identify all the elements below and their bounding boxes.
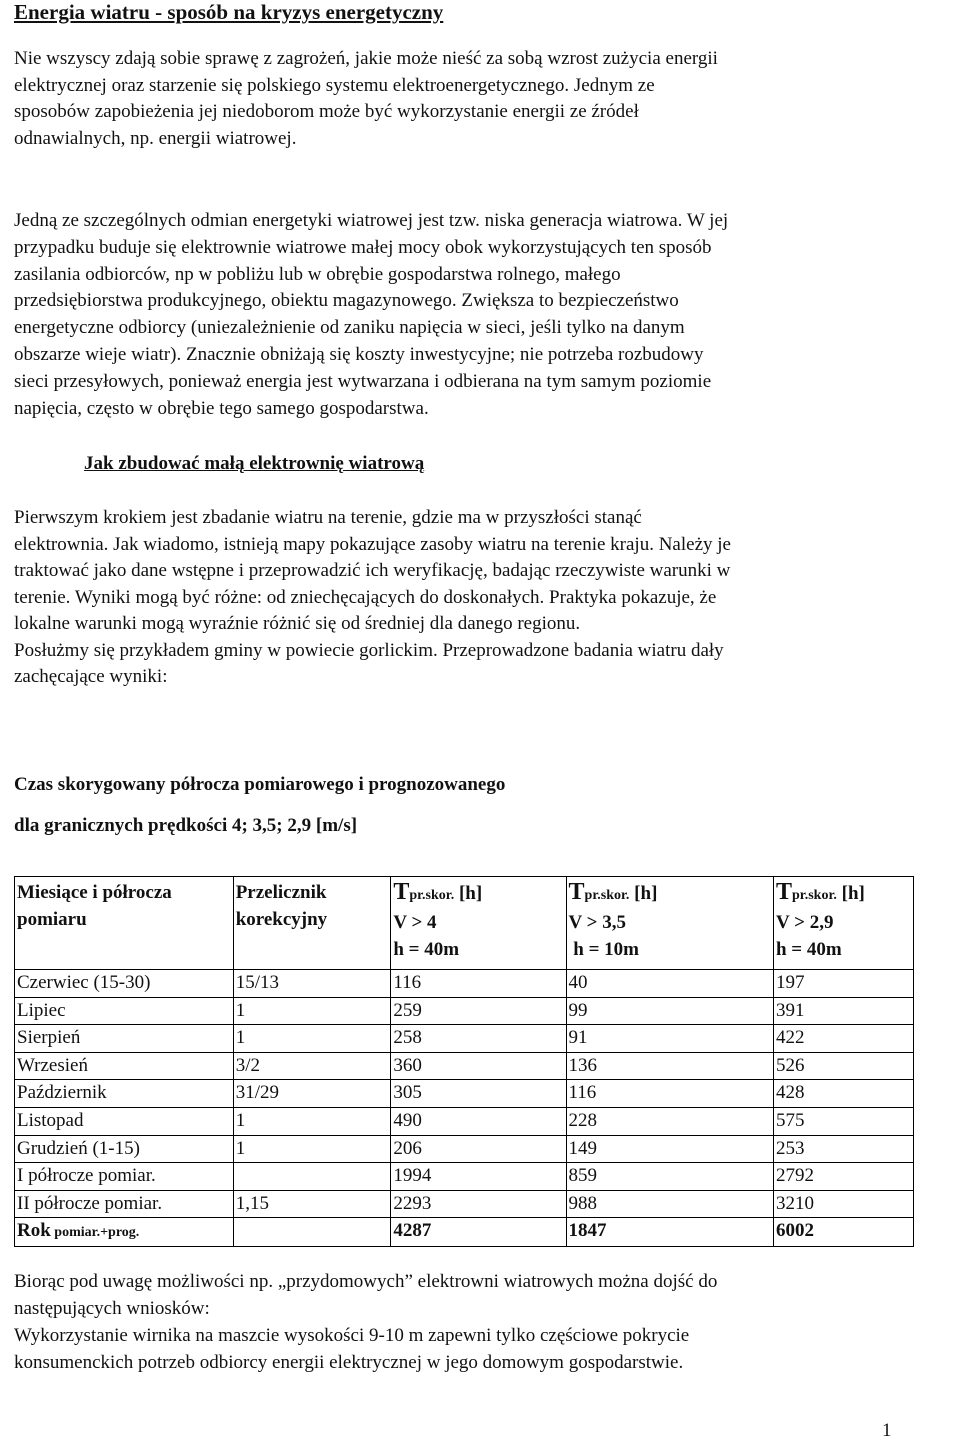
table-cell: 1 [233, 1025, 391, 1053]
table-cell: 305 [391, 1080, 566, 1108]
total-label-main: Rok [17, 1220, 51, 1242]
table-row [15, 1080, 914, 1108]
table-body [15, 970, 914, 1218]
total-label [15, 1218, 234, 1247]
document-title: Energia wiatru - sposób na kryzys energetyczny [14, 0, 444, 24]
table-row [15, 1163, 914, 1191]
table-cell: 1 [233, 1107, 391, 1135]
table-row [15, 970, 914, 998]
study-line: Pierwszym krokiem jest zbadanie wiatru na terenie, gdzie ma w przyszłości stanąć [14, 507, 642, 528]
table-cell: 149 [566, 1135, 773, 1163]
generation-line: przedsiębiorstwa produkcyjnego, obiektu magazynowego. Zwiększa to bezpieczeństwo [14, 290, 679, 312]
conclusion-paragraph [14, 1268, 904, 1376]
header-months-line: Miesiące i półrocza [17, 882, 172, 903]
table-cell: Październik [15, 1080, 234, 1108]
total-label-small: pomiar.+prog. [50, 1225, 140, 1241]
table-cell: Listopad [15, 1107, 234, 1135]
table-cell: 1 [233, 997, 391, 1025]
header-v4-cond: V > 4 [393, 912, 437, 933]
table-cell: 4287 [391, 1218, 566, 1247]
table-cell: 1,15 [233, 1190, 391, 1218]
header-factor-line: Przelicznik [235, 882, 327, 903]
header-factor [233, 877, 391, 970]
t-subscript: pr.skor. [792, 888, 837, 903]
table-cell: 526 [773, 1052, 913, 1080]
table-caption-line1: Czas skorygowany półrocza pomiarowego i prognozowanego [14, 774, 506, 795]
table-cell: 116 [391, 970, 566, 998]
table-cell: I półrocze pomiar. [15, 1163, 234, 1191]
conclusion-line: konsumenckich potrzeb odbiorcy energii elektrycznej w jego domowym gospodarstwie. [14, 1352, 684, 1373]
table-cell: Wrzesień [15, 1052, 234, 1080]
table-row [15, 1052, 914, 1080]
conclusion-line: Wykorzystanie wirnika na maszcie wysokości 9-10 m zapewni tylko częściowe pokrycie [14, 1325, 690, 1346]
header-months-line: pomiaru [17, 909, 87, 930]
header-v35-height: h = 10m [568, 939, 639, 960]
generation-line: sieci przesyłowych, ponieważ energia jest wytwarzana i odbierana na tym samym poziomie [14, 370, 712, 392]
intro-paragraph [14, 46, 904, 152]
intro-line: odnawialnych, np. energii wiatrowej. [14, 127, 297, 149]
header-factor-line: korekcyjny [235, 909, 328, 930]
generation-line: zasilania odbiorców, np w pobliżu lub w obrębie gospodarstwa rolnego, małego [14, 263, 621, 285]
generation-line: obszarze wieje wiatr). Znacznie obniżają się koszty inwestycyjne; nie potrzeba rozbudowy [14, 343, 704, 365]
table-cell: 2293 [391, 1190, 566, 1218]
table-cell [233, 1218, 391, 1247]
table-row [15, 997, 914, 1025]
t-symbol: T [568, 879, 585, 905]
table-cell: II półrocze pomiar. [15, 1190, 234, 1218]
table-cell: Lipiec [15, 997, 234, 1025]
generation-line: napięcia, często w obrębie tego samego gospodarstwa. [14, 397, 429, 419]
table-cell: 988 [566, 1190, 773, 1218]
intro-line: elektrycznej oraz starzenie się polskiego systemu elektroenergetycznego. Jednym ze [14, 74, 655, 96]
table-cell: 259 [391, 997, 566, 1025]
header-v35-symbol [569, 879, 771, 909]
table-cell [233, 1163, 391, 1191]
header-months [15, 877, 234, 970]
table-cell: 428 [773, 1080, 913, 1108]
table-cell: 253 [773, 1135, 913, 1163]
t-unit: [h] [629, 883, 658, 904]
study-line: zachęcające wyniki: [14, 666, 168, 687]
table-cell: Grudzień (1-15) [15, 1135, 234, 1163]
table-cell: 1847 [566, 1218, 773, 1247]
header-v4 [391, 877, 566, 970]
table-row [15, 1025, 914, 1053]
table-cell: 136 [566, 1052, 773, 1080]
study-paragraph [14, 505, 904, 691]
page-number: 1 [882, 1420, 892, 1441]
table-cell: 490 [391, 1107, 566, 1135]
wind-time-table [14, 876, 914, 1247]
table-cell: 3210 [773, 1190, 913, 1218]
study-line: lokalne warunki mogą wyraźnie różnić się od średniej dla danego regionu. [14, 613, 581, 634]
header-v35 [566, 877, 773, 970]
table-cell: 228 [566, 1107, 773, 1135]
table-header-row [15, 877, 914, 970]
table-cell: 1 [233, 1135, 391, 1163]
table-row [15, 1135, 914, 1163]
generation-line: przypadku buduje się elektrownie wiatrowe małej mocy obok wykorzystujących ten sposób [14, 236, 712, 258]
t-subscript: pr.skor. [584, 888, 630, 903]
table-cell: 206 [391, 1135, 566, 1163]
table-cell: 360 [391, 1052, 566, 1080]
table-cell: 1994 [391, 1163, 566, 1191]
table-cell: 422 [773, 1025, 913, 1053]
t-symbol: T [393, 879, 410, 905]
t-unit: [h] [454, 883, 483, 904]
table-cell: 6002 [773, 1218, 913, 1247]
table-cell: 2792 [773, 1163, 913, 1191]
header-v35-cond: V > 3,5 [568, 912, 626, 933]
t-unit: [h] [836, 883, 865, 904]
generation-paragraph [14, 208, 904, 422]
table-cell: 15/13 [233, 970, 391, 998]
table-cell: 116 [566, 1080, 773, 1108]
table-cell: Sierpień [15, 1025, 234, 1053]
table-cell: 391 [773, 997, 913, 1025]
intro-line: Nie wszyscy zdają sobie sprawę z zagrożeń, jakie może nieść za sobą wzrost zużycia energii [14, 48, 718, 69]
header-v29 [773, 877, 913, 970]
table-cell: 31/29 [233, 1080, 391, 1108]
table-cell: Czerwiec (15-30) [15, 970, 234, 998]
generation-line: energetyczne odbiorcy (uniezależnienie od zaniku napięcia w sieci, jeśli tylko na danym [14, 317, 685, 339]
intro-line: sposobów zapobieżenia jej niedoborom może być wykorzystanie energii ze źródeł [14, 101, 639, 122]
conclusion-line: następujących wniosków: [14, 1298, 210, 1319]
header-v29-symbol [776, 879, 911, 909]
table-cell: 91 [566, 1025, 773, 1053]
table-cell: 3/2 [233, 1052, 391, 1080]
study-line: traktować jako dane wstępne i przeprowadzić ich weryfikację, badając rzeczywiste warunki w [14, 560, 731, 581]
study-line: terenie. Wyniki mogą być różne: od zniechęcających do doskonałych. Praktyka pokazuje, że [14, 586, 717, 608]
header-v4-symbol [393, 879, 563, 909]
header-v29-height: h = 40m [775, 939, 842, 960]
table-cell: 258 [391, 1025, 566, 1053]
conclusion-line: Biorąc pod uwagę możliwości np. „przydomowych” elektrowni wiatrowych można dojść do [14, 1271, 718, 1292]
study-line: elektrownia. Jak wiadomo, istnieją mapy pokazujące zasoby wiatru na terenie kraju. Należy je [14, 533, 731, 555]
study-line: Posłużmy się przykładem gminy w powiecie gorlickim. Przeprowadzone badania wiatru dały [14, 639, 724, 661]
table-cell: 859 [566, 1163, 773, 1191]
table-cell: 575 [773, 1107, 913, 1135]
table-row [15, 1107, 914, 1135]
table-cell: 197 [773, 970, 913, 998]
table-cell: 40 [566, 970, 773, 998]
t-subscript: pr.skor. [409, 888, 455, 903]
table-cell: 99 [566, 997, 773, 1025]
generation-line: Jedną ze szczególnych odmian energetyki wiatrowej jest tzw. niska generacja wiatrowa. W jej [14, 210, 729, 231]
header-v29-cond: V > 2,9 [775, 912, 834, 933]
table-row [15, 1190, 914, 1218]
t-symbol: T [775, 879, 792, 905]
header-v4-height: h = 40m [393, 939, 460, 960]
section-heading: Jak zbudować małą elektrownię wiatrową [84, 453, 425, 474]
table-caption-line2: dla granicznych prędkości 4; 3,5; 2,9 [m/s] [14, 815, 358, 836]
table-total-row [15, 1218, 914, 1247]
